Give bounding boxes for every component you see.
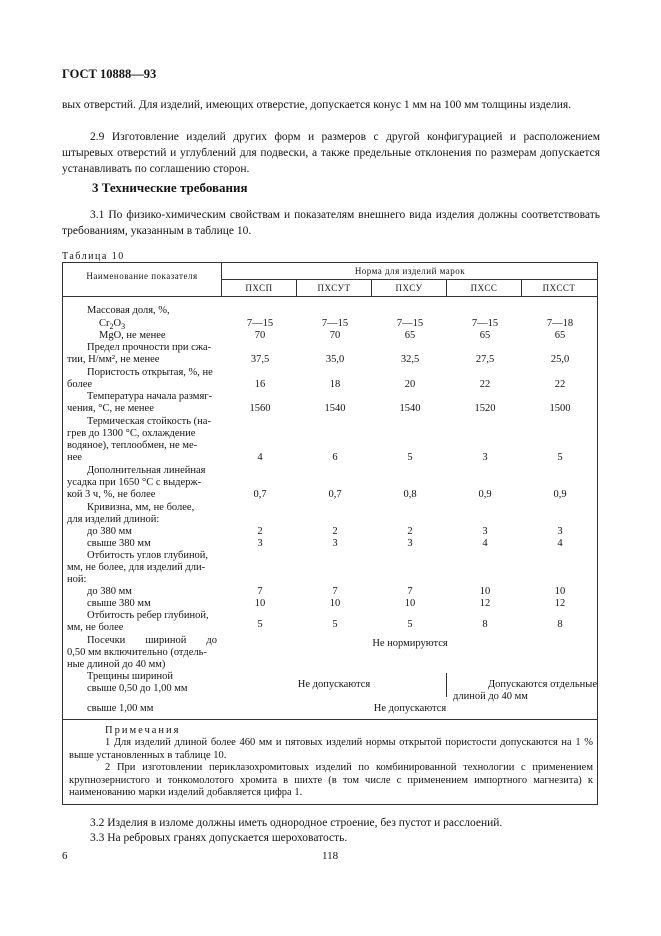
table-header-norm: Норма для изделий марок bbox=[354, 266, 466, 276]
table-cell: 65 bbox=[479, 330, 491, 341]
row-label: Кривизна, мм, не более, bbox=[87, 502, 195, 513]
row-label: Трещины шириной bbox=[87, 671, 173, 682]
note-2: 2 При изготовлении периклазохромитовых изделий по комбинированной технологии с применением крупнозернистого и тонкомолотого хромита в шихте (в том числе с применением импортного магнезита) к наименованию марки изделий добавляется цифра 1. bbox=[69, 762, 593, 798]
table-cell: 7 bbox=[407, 586, 413, 597]
table-cell: 35,0 bbox=[325, 354, 345, 365]
table-cell: 12 bbox=[479, 598, 491, 609]
table-cell: 0,7 bbox=[253, 489, 267, 500]
table-cell: 7—15 bbox=[246, 318, 274, 329]
paragraph-2-9: 2.9 Изготовление изделий других форм и размеров с другой конфигурацией и расположением штыревых отверстий и углублений для подвески, а также предельные отклонения по размерам допускается устанавливать по соглашению сторон. bbox=[62, 131, 600, 175]
table-cell: 3 bbox=[257, 538, 263, 549]
row-label: свыше 1,00 мм bbox=[87, 703, 154, 714]
paragraph-3-3: 3.3 На ребровых гранях допускается шероховатость. bbox=[90, 832, 348, 844]
table-cell: 2 bbox=[257, 526, 263, 537]
row-label: Дополнительная линейная bbox=[87, 465, 206, 476]
row-label: нее bbox=[67, 452, 82, 463]
crack-value-right-1: Допускаются отдельные bbox=[487, 679, 597, 690]
table-cell: 10 bbox=[329, 598, 341, 609]
brand-header: ПХСУТ bbox=[317, 283, 351, 293]
notch-value: Не нормируются bbox=[372, 638, 448, 649]
paragraph-continuation: вых отверстий. Для изделий, имеющих отверстие, допускается конус 1 мм на 100 мм толщины изделия. bbox=[62, 99, 572, 111]
row-label: ные длиной до 40 мм) bbox=[67, 659, 166, 670]
row-label: MgO, не менее bbox=[99, 330, 166, 341]
table-header-name: Наименование показателя bbox=[86, 271, 198, 281]
brand-header: ПХССТ bbox=[542, 283, 576, 293]
table-cell: 3 bbox=[482, 526, 488, 537]
row-label: Отбитость ребер глубиной, bbox=[87, 610, 209, 621]
table-cell: 4 bbox=[257, 452, 263, 463]
table-cell: 5 bbox=[557, 452, 563, 463]
table-cell: 8 bbox=[482, 619, 488, 630]
row-label: усадка при 1650 °С с выдерж- bbox=[67, 477, 202, 488]
row-label: мм, не более bbox=[67, 622, 124, 633]
table-cell: 1540 bbox=[399, 403, 421, 414]
document-header: ГОСТ 10888—93 bbox=[62, 67, 157, 81]
row-label: ной: bbox=[67, 574, 87, 585]
table-cell: 3 bbox=[407, 538, 413, 549]
row-label: 0,50 мм включительно (отдель- bbox=[67, 647, 207, 658]
page-number-left: 6 bbox=[62, 850, 68, 862]
row-label: до 380 мм bbox=[87, 586, 132, 597]
page-number-center: 118 bbox=[322, 850, 339, 862]
row-label: Посечки шириной до bbox=[87, 635, 217, 646]
row-label: тии, Н/мм², не менее bbox=[67, 354, 160, 365]
table-10 bbox=[62, 262, 598, 805]
table-cell: 20 bbox=[404, 379, 416, 390]
table-cell: 22 bbox=[479, 379, 491, 390]
table-cell: 70 bbox=[254, 330, 266, 341]
row-label: кой 3 ч, %, не более bbox=[67, 489, 156, 500]
table-cell: 70 bbox=[329, 330, 341, 341]
row-label: Пористость открытая, %, не bbox=[87, 367, 213, 378]
row-label: более bbox=[67, 379, 93, 390]
crack-value-all: Не допускаются bbox=[373, 703, 447, 714]
table-cell: 65 bbox=[554, 330, 566, 341]
row-label: Термическая стойкость (на- bbox=[87, 416, 211, 427]
row-label: мм, не более, для изделий дли- bbox=[67, 562, 206, 573]
table-cell: 27,5 bbox=[475, 354, 495, 365]
table-cell: 2 bbox=[332, 526, 338, 537]
table-cell: 1540 bbox=[324, 403, 346, 414]
table-cell: 5 bbox=[257, 619, 263, 630]
table-cell: 0,9 bbox=[478, 489, 492, 500]
row-label: для изделий длиной: bbox=[67, 514, 160, 525]
row-label: Отбитость углов глубиной, bbox=[87, 550, 209, 561]
brand-header: ПХСП bbox=[245, 283, 273, 293]
row-label-cr2o3: $Cr_2O_3$ bbox=[99, 318, 126, 332]
note-1: 1 Для изделий длиной более 460 мм и пятовых изделий нормы открытой пористости допускаются на 1 % выше установленных в таблице 10. bbox=[69, 737, 593, 761]
table-cell: 16 bbox=[254, 379, 266, 390]
row-label: чения, °С, не менее bbox=[67, 403, 154, 414]
paragraph-3-2: 3.2 Изделия в изломе должны иметь однородное строение, без пустот и расслоений. bbox=[90, 817, 503, 829]
row-label: до 380 мм bbox=[87, 526, 132, 537]
paragraph-3-1: 3.1 По физико-химическим свойствам и показателям внешнего вида изделия должны соответствовать требованиям, указанным в таблице 10. bbox=[62, 209, 600, 237]
crack-value-left: Не допускаются bbox=[297, 679, 371, 690]
brand-header: ПХСС bbox=[470, 283, 498, 293]
row-label: свыше 380 мм bbox=[87, 538, 151, 549]
table-cell: 10 bbox=[404, 598, 416, 609]
row-label: Массовая доля, %, bbox=[87, 305, 170, 316]
table-cell: 5 bbox=[407, 619, 413, 630]
table-caption: Таблица 10 bbox=[62, 251, 125, 262]
table-cell: 0,7 bbox=[328, 489, 342, 500]
table-cell: 10 bbox=[554, 586, 566, 597]
table-cell: 37,5 bbox=[250, 354, 270, 365]
table-cell: 8 bbox=[557, 619, 563, 630]
row-label: свыше 380 мм bbox=[87, 598, 151, 609]
row-label: свыше 0,50 до 1,00 мм bbox=[87, 683, 188, 694]
table-cell: 3 bbox=[332, 538, 338, 549]
row-label: Температура начала размяг- bbox=[87, 391, 213, 402]
table-cell: 1500 bbox=[549, 403, 571, 414]
table-cell: 3 bbox=[482, 452, 488, 463]
table-cell: 3 bbox=[557, 526, 563, 537]
table-cell: 7 bbox=[257, 586, 263, 597]
table-cell: 18 bbox=[329, 379, 341, 390]
table-cell: 10 bbox=[479, 586, 491, 597]
table-cell: 6 bbox=[332, 452, 338, 463]
table-cell: 65 bbox=[404, 330, 416, 341]
brand-header: ПХСУ bbox=[395, 283, 423, 293]
table-cell: 2 bbox=[407, 526, 413, 537]
table-cell: 7—15 bbox=[396, 318, 424, 329]
table-cell: 7—15 bbox=[471, 318, 499, 329]
table-cell: 1520 bbox=[474, 403, 496, 414]
table-cell: 25,0 bbox=[550, 354, 570, 365]
row-label: грев до 1300 °С, охлаждение bbox=[67, 428, 196, 439]
crack-value-right-2: длиной до 40 мм bbox=[453, 691, 528, 702]
notes-title: Примечания bbox=[105, 725, 181, 736]
table-cell: 4 bbox=[557, 538, 563, 549]
table-cell: 0,8 bbox=[403, 489, 417, 500]
section-title: 3 Технические требования bbox=[92, 180, 248, 195]
table-cell: 7—18 bbox=[546, 318, 574, 329]
table-cell: 22 bbox=[554, 379, 566, 390]
table-cell: 5 bbox=[407, 452, 413, 463]
table-cell: 10 bbox=[254, 598, 266, 609]
row-label: водяное), теплообмен, не ме- bbox=[67, 440, 198, 451]
table-cell: 32,5 bbox=[400, 354, 420, 365]
table-cell: 0,9 bbox=[553, 489, 567, 500]
table-cell: 5 bbox=[332, 619, 338, 630]
table-cell: 12 bbox=[554, 598, 566, 609]
table-cell: 7—15 bbox=[321, 318, 349, 329]
table-cell: 1560 bbox=[249, 403, 271, 414]
row-label: Предел прочности при сжа- bbox=[87, 342, 212, 353]
table-cell: 4 bbox=[482, 538, 488, 549]
table-cell: 7 bbox=[332, 586, 338, 597]
